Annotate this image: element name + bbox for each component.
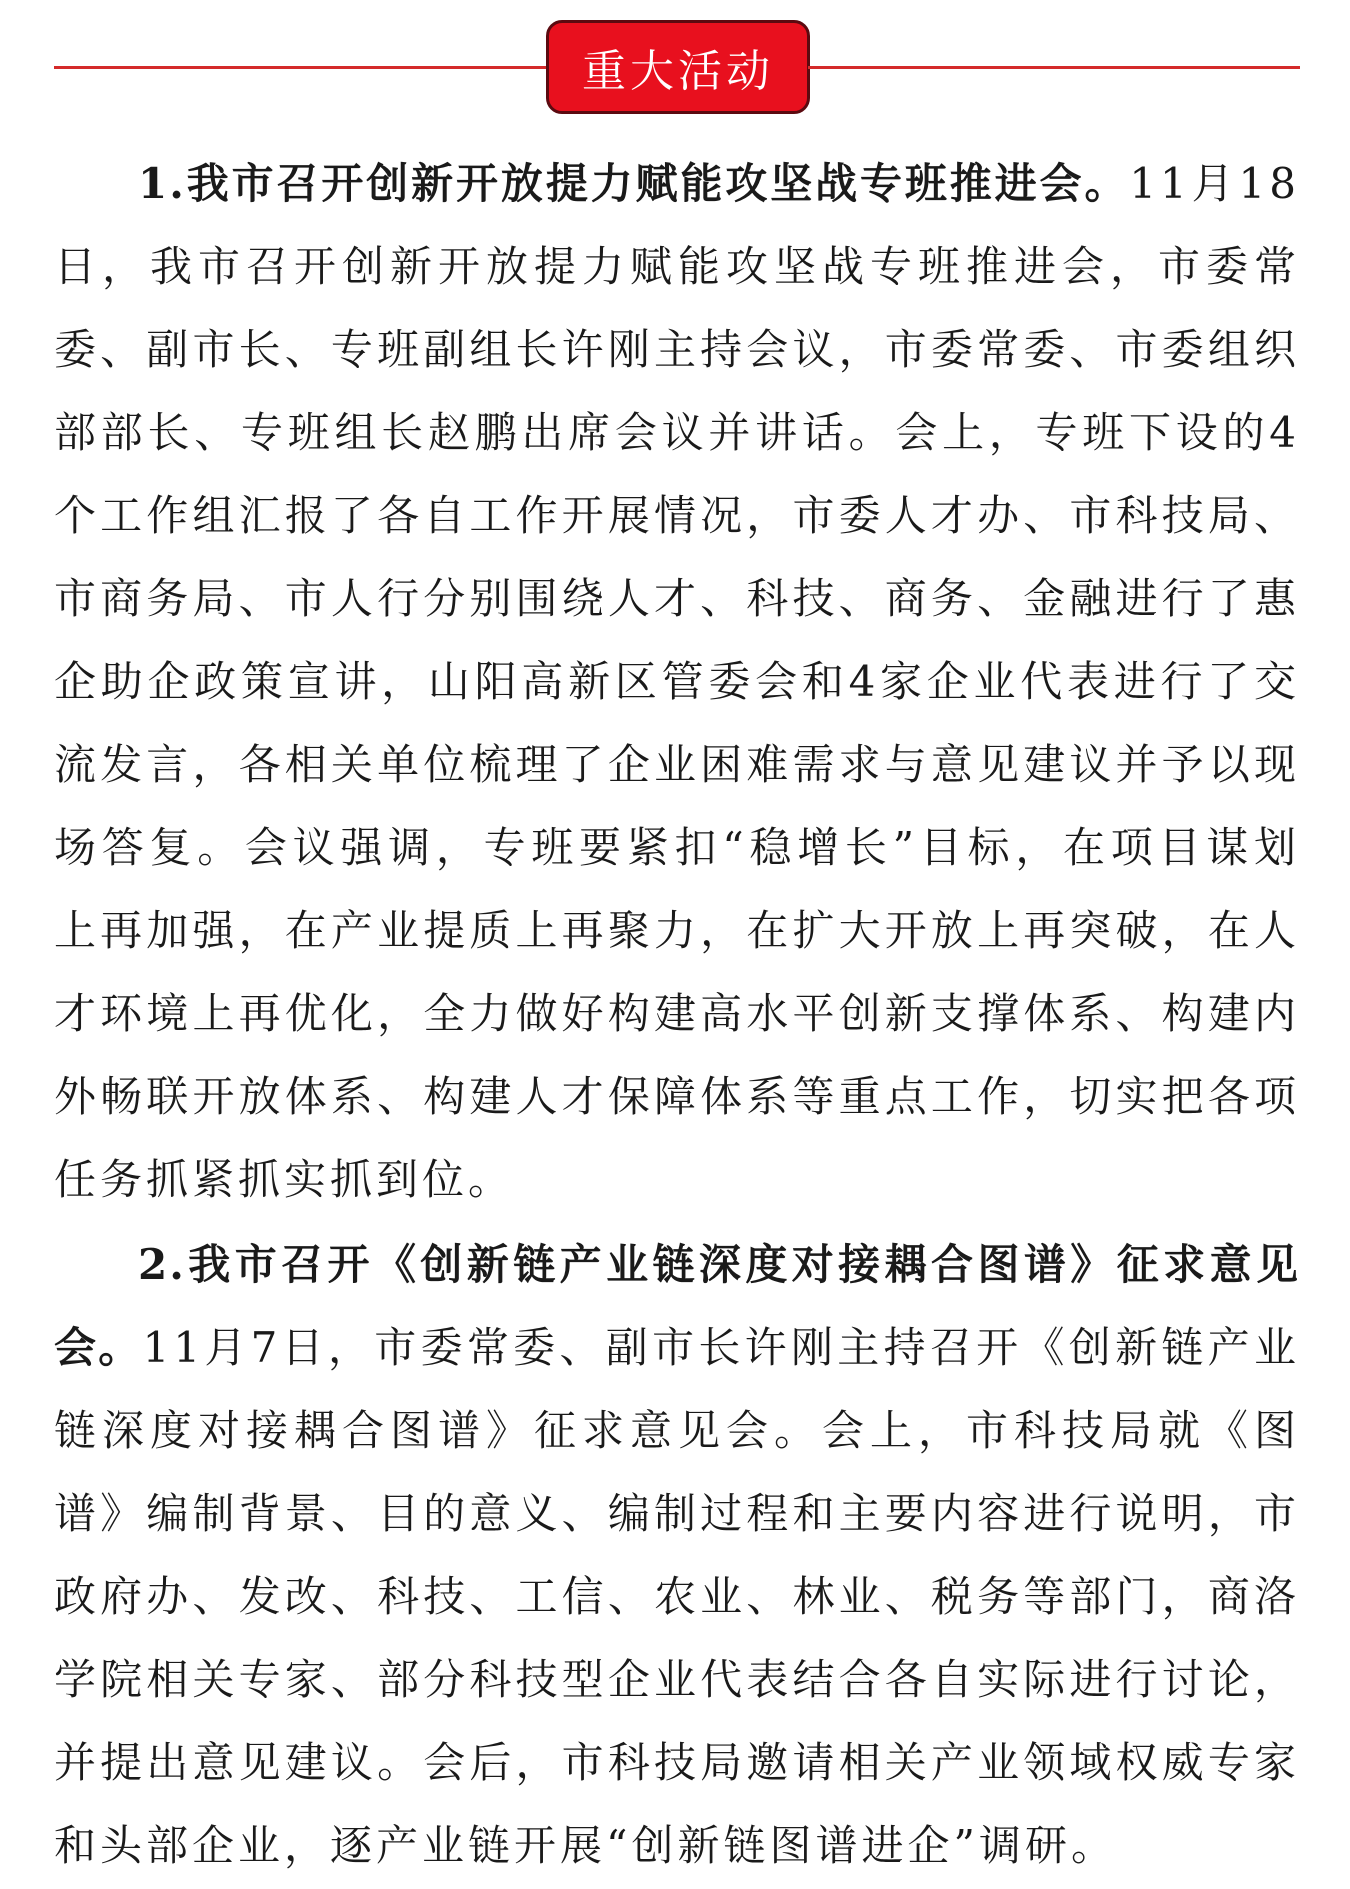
header-rule-left bbox=[54, 66, 548, 69]
section-badge: 重大活动 bbox=[546, 20, 810, 114]
article-content bbox=[54, 142, 1300, 1889]
header-rule-right bbox=[808, 66, 1300, 69]
article-2 bbox=[54, 1223, 1300, 1887]
article-1-body: 11月18日，我市召开创新开放提力赋能攻坚战专班推进会，市委常委、副市长、专班副组长许刚主持会议，市委常委、市委组织部部长、专班组长赵鹏出席会议并讲话。会上，专班下设的4个工作组汇报了各自工作开展情况，市委人才办、市科技局、市商务局、市人行分别围绕人才、科技、商务、金融进行了惠企助企政策宣讲，山阳高新区管委会和4家企业代表进行了交流发言，各相关单位梳理了企业困难需求与意见建议并予以现场答复。会议强调，专班要紧扣“稳增长”目标，在项目谋划上再加强，在产业提质上再聚力，在扩大开放上再突破，在人才环境上再优化，全力做好构建高水平创新支撑体系、构建内外畅联开放体系、构建人才保障体系等重点工作，切实把各项任务抓紧抓实抓到位。 bbox=[54, 159, 1300, 1204]
article-1-title: 1.我市召开创新开放提力赋能攻坚战专班推进会。 bbox=[138, 159, 1130, 208]
article-2-title: 2.我市召开《创新链产业链深度对接耦合图谱》征求意见会。 bbox=[54, 1240, 1300, 1372]
article-1 bbox=[54, 142, 1300, 1221]
article-2-body: 11月7日，市委常委、副市长许刚主持召开《创新链产业链深度对接耦合图谱》征求意见会。会上，市科技局就《图谱》编制背景、目的意义、编制过程和主要内容进行说明，市政府办、发改、科技、工信、农业、林业、税务等部门，商洛学院相关专家、部分科技型企业代表结合各自实际进行讨论，并提出意见建议。会后，市科技局邀请相关产业领域权威专家和头部企业，逐产业链开展“创新链图谱进企”调研。 bbox=[54, 1323, 1300, 1870]
